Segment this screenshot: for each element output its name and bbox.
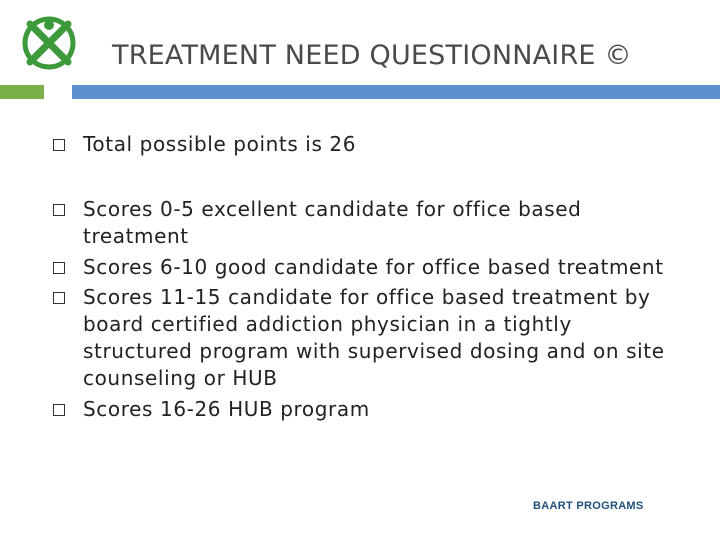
bullet-icon (53, 204, 65, 216)
bullet-text-1: Total possible points is 26 (83, 132, 357, 156)
footer-brand: BAART PROGRAMS (533, 500, 644, 512)
bullet-icon (53, 262, 65, 274)
bullet-icon (53, 292, 65, 304)
slide-title: TREATMENT NEED QUESTIONNAIRE © (112, 40, 632, 71)
program-logo-icon (18, 14, 80, 72)
title-divider-blue (72, 85, 720, 99)
bullet-icon (53, 404, 65, 416)
bullet-text-4: Scores 11-15 candidate for office based treatment by board certified addiction physician in a tightly structured program with supervised dosing and on site counseling or HUB (83, 285, 665, 390)
bullet-text-2: Scores 0-5 excellent candidate for office based treatment (83, 197, 582, 248)
title-divider-green (0, 85, 44, 99)
bullet-text-5: Scores 16-26 HUB program (83, 397, 370, 421)
bullet-text-3: Scores 6-10 good candidate for office based treatment (83, 255, 664, 279)
bullet-icon (53, 139, 65, 151)
